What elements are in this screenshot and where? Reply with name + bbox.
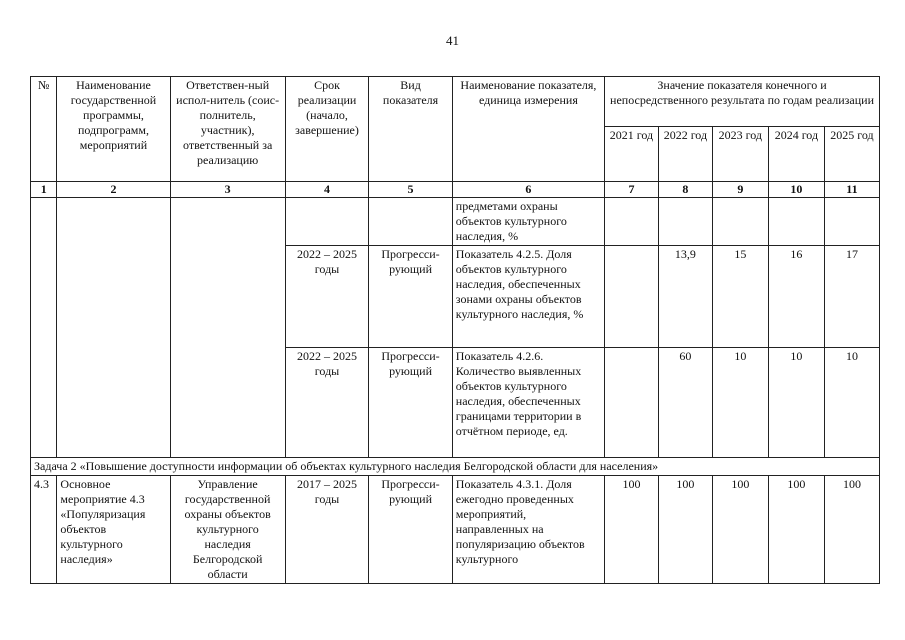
- row-indicator: предметами охраны объектов культурного наследия, %: [452, 198, 604, 246]
- table-row: [31, 198, 880, 246]
- row-value-2022: [658, 198, 712, 246]
- column-number: 9: [712, 182, 768, 198]
- column-number: 8: [658, 182, 712, 198]
- page-number: 41: [446, 33, 459, 48]
- row-type: Прогресси-рующий: [369, 246, 453, 348]
- indicator-table: [30, 76, 880, 584]
- row-value-2022: 13,9: [658, 246, 712, 348]
- column-number: 4: [285, 182, 369, 198]
- row-program: Основное мероприятие 4.3 «Популяризация объектов культурного наследия»: [57, 476, 170, 584]
- row-value-2022: 60: [658, 348, 712, 458]
- column-number: 2: [57, 182, 170, 198]
- header-indicator: Наименование показателя, единица измерения: [452, 77, 604, 182]
- header-program: Наименование государственной программы, подпрограмм, мероприятий: [57, 77, 170, 182]
- row-value-2022: 100: [658, 476, 712, 584]
- row-value-2023: [712, 198, 768, 246]
- row-value-2025: 100: [824, 476, 879, 584]
- row-value-2021: 100: [605, 476, 659, 584]
- header-year-2024: 2024 год: [768, 127, 824, 182]
- table-row: [31, 476, 880, 584]
- row-type: Прогресси-рующий: [369, 348, 453, 458]
- row-period: [285, 198, 369, 246]
- row-value-2024: 10: [768, 348, 824, 458]
- column-number: 3: [170, 182, 285, 198]
- header-year-2025: 2025 год: [824, 127, 879, 182]
- row-value-2021: [605, 198, 659, 246]
- row-value-2023: 100: [712, 476, 768, 584]
- row-indicator: Показатель 4.2.5. Доля объектов культурного наследия, обеспеченных зонами охраны объектов культурного наследия, %: [452, 246, 604, 348]
- column-number: 1: [31, 182, 57, 198]
- row-period: 2022 – 2025 годы: [285, 348, 369, 458]
- header-type: Вид показателя: [369, 77, 453, 182]
- header-period: Срок реализации (начало, завершение): [285, 77, 369, 182]
- row-no: [31, 198, 57, 458]
- column-number: 6: [452, 182, 604, 198]
- row-indicator: Показатель 4.3.1. Доля ежегодно проведенных мероприятий, направленных на популяризацию объектов культурного: [452, 476, 604, 584]
- row-type: Прогресси-рующий: [369, 476, 453, 584]
- row-value-2024: 16: [768, 246, 824, 348]
- header-values: Значение показателя конечного и непосредственного результата по годам реализации: [605, 77, 880, 127]
- row-indicator: Показатель 4.2.6. Количество выявленных объектов культурного наследия, обеспеченных границами территории в отчётном периоде, ед.: [452, 348, 604, 458]
- row-period: 2022 – 2025 годы: [285, 246, 369, 348]
- row-responsible: [170, 198, 285, 458]
- task-title: Задача 2 «Повышение доступности информации об объектах культурного наследия Белгородской области для населения»: [31, 458, 880, 476]
- column-numbers-row: [31, 182, 880, 198]
- column-number: 10: [768, 182, 824, 198]
- row-value-2025: 17: [824, 246, 879, 348]
- row-value-2023: 15: [712, 246, 768, 348]
- task-row: [31, 458, 880, 476]
- row-program: [57, 198, 170, 458]
- row-value-2025: [824, 198, 879, 246]
- header-year-2022: 2022 год: [658, 127, 712, 182]
- column-number: 5: [369, 182, 453, 198]
- header-responsible: Ответствен-ный испол-нитель (соис-полнитель, участник), ответственный за реализацию: [170, 77, 285, 182]
- column-number: 7: [605, 182, 659, 198]
- row-value-2025: 10: [824, 348, 879, 458]
- row-value-2023: 10: [712, 348, 768, 458]
- column-number: 11: [824, 182, 879, 198]
- row-value-2024: [768, 198, 824, 246]
- row-responsible: Управление государственной охраны объектов культурного наследия Белгородской области: [170, 476, 285, 584]
- header-no: №: [31, 77, 57, 182]
- header-year-2023: 2023 год: [712, 127, 768, 182]
- row-type: [369, 198, 453, 246]
- row-period: 2017 – 2025 годы: [285, 476, 369, 584]
- row-no: 4.3: [31, 476, 57, 584]
- header-row: [31, 77, 880, 127]
- header-year-2021: 2021 год: [605, 127, 659, 182]
- row-value-2021: [605, 348, 659, 458]
- row-value-2024: 100: [768, 476, 824, 584]
- row-value-2021: [605, 246, 659, 348]
